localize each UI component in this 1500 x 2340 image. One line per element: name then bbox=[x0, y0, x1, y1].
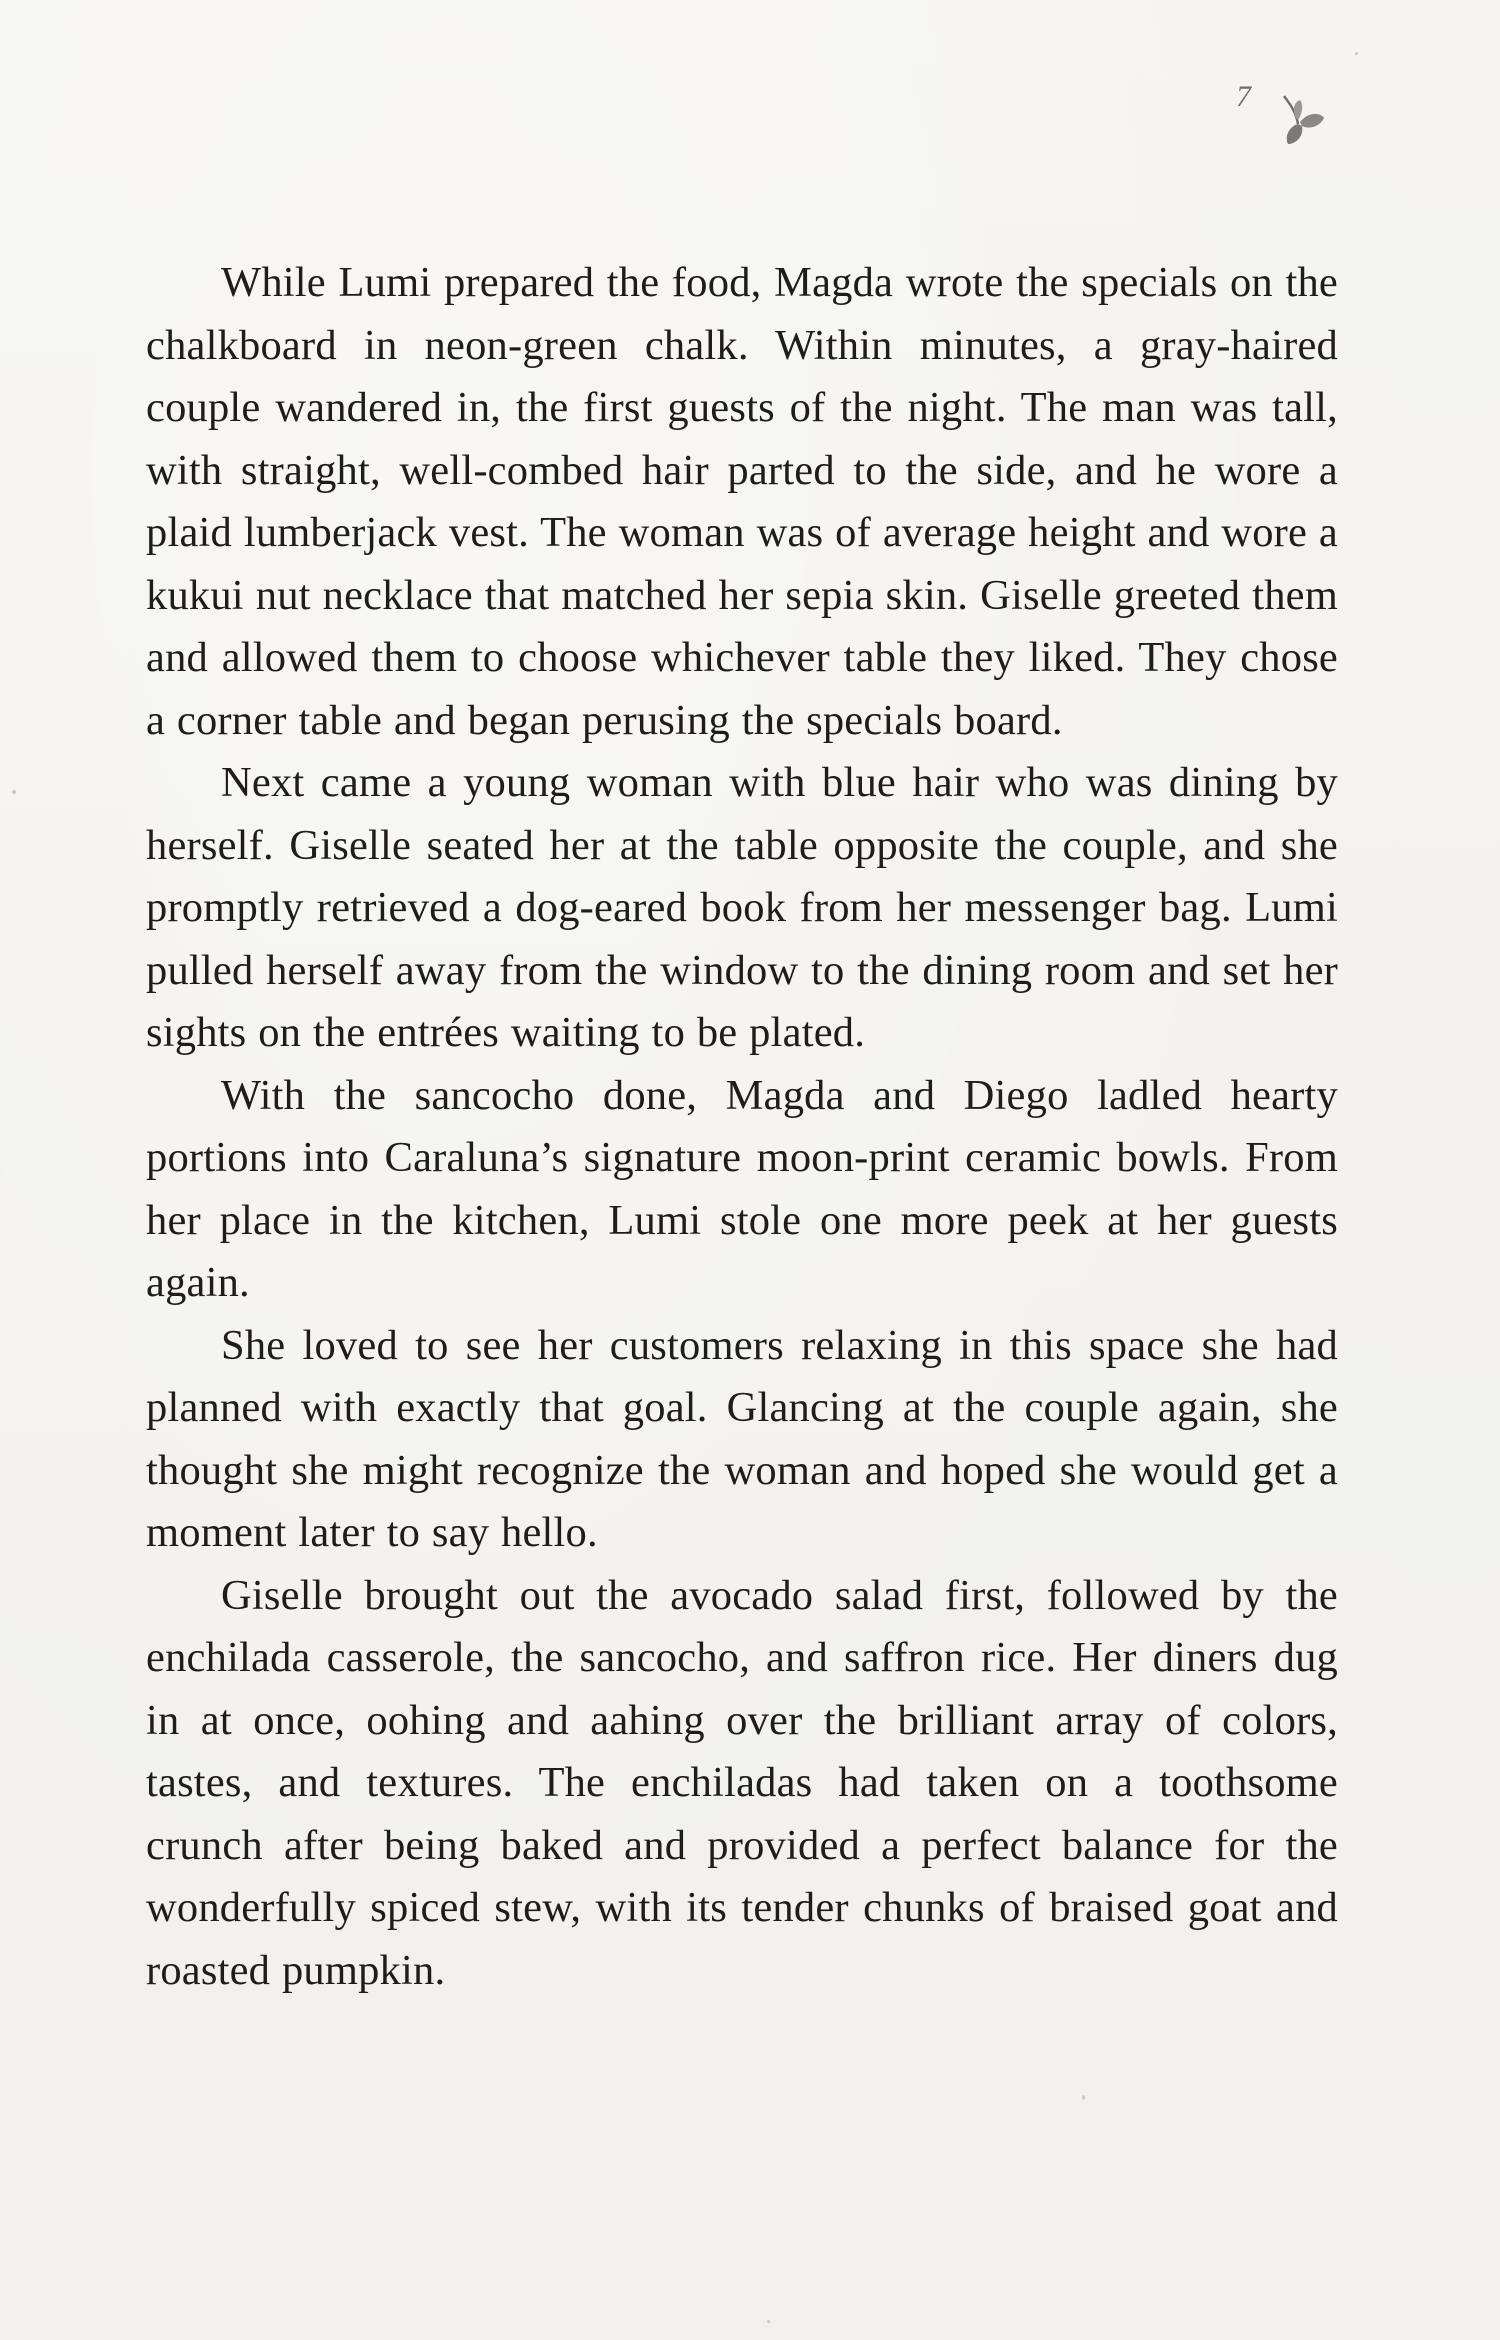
paper-speck bbox=[1355, 52, 1358, 55]
page-header bbox=[1236, 80, 1346, 160]
paper-speck bbox=[12, 790, 16, 794]
paper-speck bbox=[767, 2320, 770, 2323]
leaf-icon bbox=[1276, 90, 1326, 148]
paragraph: She loved to see her customers relaxing in this space she had planned with exactly that goal. Glancing at the couple again, she thought she might recognize the woman and hoped she would get a moment later to say hello. bbox=[146, 1321, 1338, 1556]
paragraph: With the sancocho done, Magda and Diego ladled hearty portions into Caraluna’s signature moon-print ceramic bowls. From her place in the kitchen, Lumi stole one more peek at her guests again. bbox=[146, 1071, 1338, 1306]
page-number: 7 bbox=[1236, 80, 1251, 113]
paragraph: Next came a young woman with blue hair who was dining by herself. Giselle seated her at the table opposite the couple, and she promptly retrieved a dog-eared book from her messenger bag. Lumi pulled herself away from the window to the dining room and set her sights on the entrées waiting to be plated. bbox=[146, 759, 1338, 1056]
body-text bbox=[146, 252, 1338, 2002]
paragraph: Giselle brought out the avocado salad first, followed by the enchilada casserole, the sancocho, and saffron rice. Her diners dug in at once, oohing and aahing over the brilliant array of colors, tastes, and textures. The enchiladas had taken on a toothsome crunch after being baked and provided a perfect balance for the wonderfully spiced stew, with its tender chunks of braised goat and roasted pumpkin. bbox=[146, 1571, 1338, 1994]
paragraph: While Lumi prepared the food, Magda wrote the specials on the chalkboard in neon-green chalk. Within minutes, a gray-haired couple wandered in, the first guests of the night. The man was tall, with straight, well-combed hair parted to the side, and he wore a plaid lumberjack vest. The woman was of average height and wore a kukui nut necklace that matched her sepia skin. Giselle greeted them and allowed them to choose whichever table they liked. They chose a corner table and began perusing the specials board. bbox=[146, 259, 1338, 744]
paper-speck bbox=[1082, 2095, 1085, 2100]
